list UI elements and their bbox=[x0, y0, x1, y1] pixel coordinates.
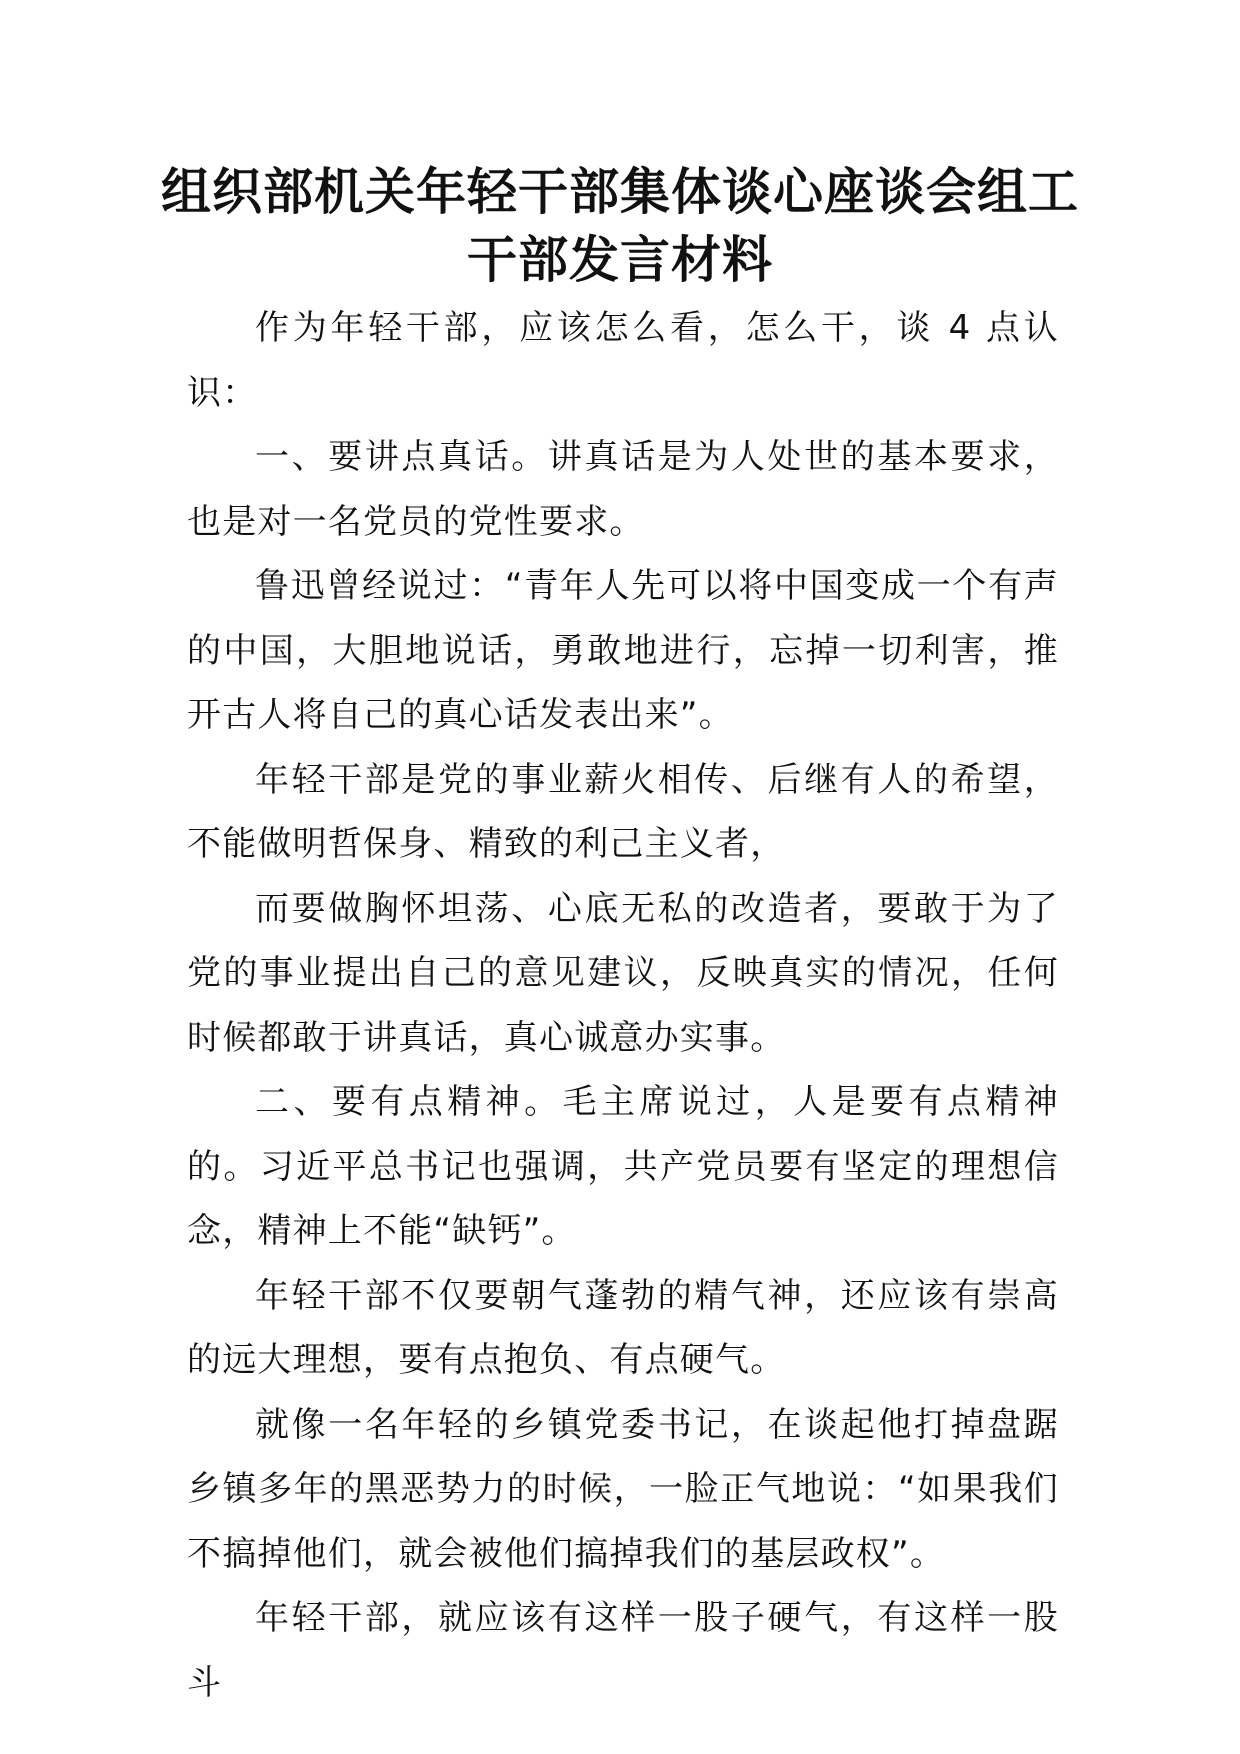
paragraph: 作为年轻干部，应该怎么看，怎么干，谈 4 点认识： bbox=[187, 308, 1059, 413]
document-title-line-1: 组织部机关年轻干部集体谈心座谈会组工 bbox=[161, 163, 1079, 221]
paragraph: 二、要有点精神。毛主席说过，人是要有点精神的。习近平总书记也强调，共产党员要有坚定的理想信念，精神上不能“缺钙”。 bbox=[187, 1082, 1059, 1251]
paragraph: 一、要讲点真话。讲真话是为人处世的基本要求，也是对一名党员的党性要求。 bbox=[187, 437, 1059, 542]
document-title-line-2: 干部发言材料 bbox=[467, 231, 773, 289]
paragraph: 年轻干部不仅要朝气蓬勃的精气神，还应该有崇高的远大理想，要有点抱负、有点硬气。 bbox=[187, 1275, 1059, 1380]
paragraph: 鲁迅曾经说过：“青年人先可以将中国变成一个有声的中国，大胆地说话，勇敢地进行，忘掉一切利害，推开古人将自己的真心话发表出来”。 bbox=[187, 566, 1059, 735]
paragraph: 就像一名年轻的乡镇党委书记，在谈起他打掉盘踞乡镇多年的黑恶势力的时候，一脸正气地说：“如果我们不搞掉他们，就会被他们搞掉我们的基层政权”。 bbox=[187, 1404, 1059, 1574]
paragraph: 而要做胸怀坦荡、心底无私的改造者，要敢于为了党的事业提出自己的意见建议，反映真实的情况，任何时候都敢于讲真话，真心诚意办实事。 bbox=[187, 888, 1059, 1058]
document-body bbox=[187, 296, 1059, 1715]
paragraph: 年轻干部，就应该有这样一股子硬气，有这样一股斗 bbox=[187, 1598, 1059, 1703]
paragraph: 年轻干部是党的事业薪火相传、后继有人的希望，不能做明哲保身、精致的利己主义者， bbox=[187, 759, 1059, 864]
